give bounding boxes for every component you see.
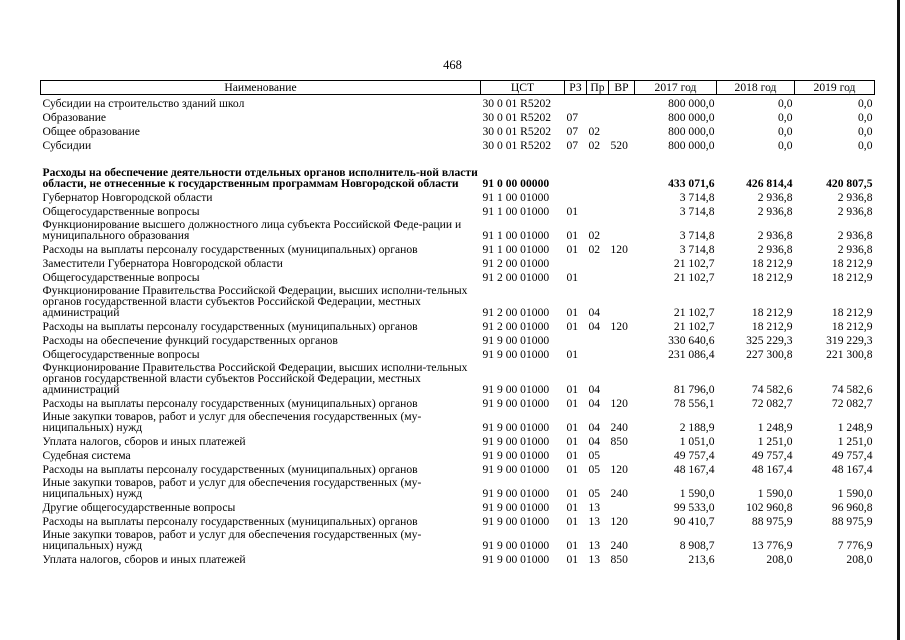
row-2018: 426 814,4 (746, 177, 793, 190)
table-row (41, 395, 875, 409)
row-pr: 02 (588, 125, 601, 138)
row-2017: 800 000,0 (668, 111, 715, 124)
row-2017: 3 714,8 (679, 229, 715, 242)
table-row (41, 203, 875, 217)
row-vr (609, 203, 635, 217)
row-2017: 78 556,1 (673, 397, 715, 410)
row-rz: 01 (566, 487, 579, 500)
table-row (41, 527, 875, 551)
row-vr (609, 95, 635, 110)
table-row (41, 137, 875, 151)
column-header-pr: Пр (587, 81, 609, 95)
row-2019: 0,0 (858, 111, 873, 124)
row-2019: 0,0 (858, 139, 873, 152)
row-rz (565, 255, 587, 269)
row-2017: 21 102,7 (673, 320, 715, 333)
row-name: Расходы на выплаты персоналу государственных (муниципальных) органов (42, 243, 418, 256)
row-2017: 90 410,7 (673, 515, 715, 528)
column-header-2017: 2017 год (635, 81, 717, 95)
row-vr: 240 (610, 487, 628, 500)
row-rz: 01 (566, 306, 579, 319)
row-vr (609, 255, 635, 269)
row-vr (609, 189, 635, 203)
row-name: Заместители Губернатора Новгородской области (42, 257, 283, 270)
row-2018: 102 960,8 (746, 501, 793, 514)
row-rz (565, 151, 587, 189)
row-2018: 2 936,8 (757, 243, 793, 256)
row-vr: 120 (610, 463, 628, 476)
row-2019: 96 960,8 (831, 501, 873, 514)
row-2019: 49 757,4 (831, 449, 873, 462)
row-pr (587, 109, 609, 123)
row-name: Другие общегосударственные вопросы (42, 501, 236, 514)
row-cst: 91 9 00 01000 (482, 515, 550, 528)
row-2019: 2 936,8 (837, 191, 873, 204)
row-rz: 01 (566, 501, 579, 514)
row-rz: 01 (566, 515, 579, 528)
table-row (41, 513, 875, 527)
table-row (41, 109, 875, 123)
row-name: Функционирование Правительства Российской Федерации, высших исполни-тельных органов государственной власти субъектов Российской Федерации, местных администраций (42, 361, 468, 396)
row-2017: 231 086,4 (668, 348, 715, 361)
row-name: Уплата налогов, сборов и иных платежей (42, 553, 246, 566)
column-header-2018: 2018 год (717, 81, 795, 95)
row-2019: 18 212,9 (831, 306, 873, 319)
row-rz: 01 (566, 463, 579, 476)
row-2019: 72 082,7 (831, 397, 873, 410)
row-2019: 221 300,8 (826, 348, 873, 361)
column-header-cst: ЦСТ (481, 81, 565, 95)
row-rz: 01 (566, 449, 579, 462)
row-2018: 325 229,3 (746, 334, 793, 347)
row-2017: 99 533,0 (673, 501, 715, 514)
row-cst: 91 9 00 01000 (482, 501, 550, 514)
row-cst: 91 1 00 01000 (482, 205, 550, 218)
row-pr: 13 (588, 553, 601, 566)
row-name: Расходы на выплаты персоналу государственных (муниципальных) органов (42, 397, 418, 410)
row-name: Расходы на выплаты персоналу государственных (муниципальных) органов (42, 515, 418, 528)
row-pr (587, 151, 609, 189)
row-vr: 240 (610, 421, 628, 434)
row-rz: 01 (566, 421, 579, 434)
column-header-vr: ВР (609, 81, 635, 95)
row-pr: 04 (588, 435, 601, 448)
row-cst: 30 0 01 R5202 (482, 125, 552, 138)
row-2019: 1 248,9 (837, 421, 873, 434)
row-2017: 1 590,0 (679, 487, 715, 500)
row-rz: 01 (566, 205, 579, 218)
table-row (41, 269, 875, 283)
row-2019: 7 776,9 (837, 539, 873, 552)
row-cst: 91 9 00 01000 (482, 435, 550, 448)
row-name: Иные закупки товаров, работ и услуг для обеспечения государственных (му-ниципальных) нужд (42, 476, 422, 500)
table-row (41, 123, 875, 137)
row-cst: 91 9 00 01000 (482, 487, 550, 500)
row-2019: 1 590,0 (837, 487, 873, 500)
row-pr: 13 (588, 501, 601, 514)
row-cst: 91 9 00 01000 (482, 334, 550, 347)
row-pr: 02 (588, 139, 601, 152)
table-row-section (41, 151, 875, 189)
row-2018: 18 212,9 (751, 306, 793, 319)
row-vr (609, 332, 635, 346)
row-cst: 91 9 00 01000 (482, 463, 550, 476)
row-name: Расходы на выплаты персоналу государственных (муниципальных) органов (42, 463, 418, 476)
row-vr: 850 (610, 553, 628, 566)
row-2017: 81 796,0 (673, 383, 715, 396)
row-2019: 0,0 (858, 97, 873, 110)
row-2019: 74 582,6 (831, 383, 873, 396)
row-2018: 48 167,4 (751, 463, 793, 476)
row-vr (609, 217, 635, 241)
row-vr: 850 (610, 435, 628, 448)
row-vr (609, 151, 635, 189)
row-cst: 30 0 01 R5202 (482, 111, 552, 124)
row-rz: 01 (566, 243, 579, 256)
row-2017: 213,6 (688, 553, 715, 566)
row-2018: 49 757,4 (751, 449, 793, 462)
row-pr: 04 (588, 383, 601, 396)
row-cst: 91 2 00 01000 (482, 306, 550, 319)
row-2017: 21 102,7 (673, 271, 715, 284)
row-2018: 74 582,6 (751, 383, 793, 396)
column-header-rz: РЗ (565, 81, 587, 95)
row-2018: 1 590,0 (757, 487, 793, 500)
column-header-name: Наименование (41, 81, 481, 95)
row-rz (565, 332, 587, 346)
row-2019: 420 807,5 (826, 177, 873, 190)
column-header-2019: 2019 год (795, 81, 875, 95)
row-cst: 91 9 00 01000 (482, 421, 550, 434)
row-name: Общее образование (42, 125, 140, 138)
row-2017: 48 167,4 (673, 463, 715, 476)
row-2018: 72 082,7 (751, 397, 793, 410)
row-2018: 13 776,9 (751, 539, 793, 552)
row-cst: 91 1 00 01000 (482, 229, 550, 242)
table-row (41, 241, 875, 255)
row-2019: 2 936,8 (837, 205, 873, 218)
row-name: Общегосударственные вопросы (42, 205, 200, 218)
row-rz (565, 189, 587, 203)
row-name: Функционирование Правительства Российской Федерации, высших исполни-тельных органов государственной власти субъектов Российской Федерации, местных администраций (42, 284, 468, 319)
row-2017: 49 757,4 (673, 449, 715, 462)
row-rz: 01 (566, 539, 579, 552)
row-vr (609, 283, 635, 318)
row-rz: 07 (566, 111, 579, 124)
row-2018: 208,0 (766, 553, 793, 566)
row-cst: 91 0 00 00000 (482, 177, 550, 190)
table-row (41, 551, 875, 565)
table-header-row (41, 81, 875, 95)
row-2018: 0,0 (778, 111, 793, 124)
row-2018: 2 936,8 (757, 229, 793, 242)
row-pr: 04 (588, 397, 601, 410)
row-2019: 0,0 (858, 125, 873, 138)
row-2018: 0,0 (778, 125, 793, 138)
row-pr: 04 (588, 320, 601, 333)
row-name: Субсидии (42, 139, 92, 152)
table-row (41, 433, 875, 447)
row-vr (609, 499, 635, 513)
row-rz: 01 (566, 271, 579, 284)
row-name: Расходы на обеспечение деятельности отдельных органов исполнитель-ной власти области, не отнесенные к государственным программам Новгородской области (42, 166, 478, 190)
row-pr: 05 (588, 463, 601, 476)
row-2018: 18 212,9 (751, 257, 793, 270)
table-row (41, 255, 875, 269)
row-2018: 227 300,8 (746, 348, 793, 361)
row-rz: 07 (566, 125, 579, 138)
row-name: Расходы на выплаты персоналу государственных (муниципальных) органов (42, 320, 418, 333)
row-2017: 2 188,9 (679, 421, 715, 434)
row-2018: 2 936,8 (757, 205, 793, 218)
row-cst: 91 1 00 01000 (482, 243, 550, 256)
row-cst: 30 0 01 R5202 (482, 139, 552, 152)
row-2017: 3 714,8 (679, 243, 715, 256)
table-row (41, 283, 875, 318)
row-pr (587, 255, 609, 269)
row-2019: 18 212,9 (831, 271, 873, 284)
row-cst: 91 1 00 01000 (482, 191, 550, 204)
row-2019: 2 936,8 (837, 229, 873, 242)
row-cst: 91 9 00 01000 (482, 348, 550, 361)
row-pr: 13 (588, 515, 601, 528)
table-row (41, 461, 875, 475)
row-vr (609, 123, 635, 137)
row-vr (609, 346, 635, 360)
row-name: Общегосударственные вопросы (42, 271, 200, 284)
row-cst: 91 9 00 01000 (482, 553, 550, 566)
table-row (41, 475, 875, 499)
row-pr (587, 189, 609, 203)
row-vr: 120 (610, 515, 628, 528)
row-name: Функционирование высшего должностного лица субъекта Российской Феде-рации и муниципального образования (42, 218, 462, 242)
row-2019: 48 167,4 (831, 463, 873, 476)
row-cst: 91 2 00 01000 (482, 320, 550, 333)
row-rz (565, 95, 587, 110)
row-cst: 91 9 00 01000 (482, 383, 550, 396)
row-2017: 1 051,0 (679, 435, 715, 448)
row-cst: 91 2 00 01000 (482, 257, 550, 270)
row-2018: 2 936,8 (757, 191, 793, 204)
page-number: 468 (443, 58, 462, 72)
row-vr: 120 (610, 243, 628, 256)
row-pr: 05 (588, 449, 601, 462)
row-pr (587, 346, 609, 360)
row-rz: 01 (566, 397, 579, 410)
row-rz: 01 (566, 383, 579, 396)
row-name: Общегосударственные вопросы (42, 348, 200, 361)
row-name: Иные закупки товаров, работ и услуг для обеспечения государственных (му-ниципальных) нужд (42, 528, 422, 552)
row-pr (587, 332, 609, 346)
row-pr: 04 (588, 421, 601, 434)
row-pr (587, 95, 609, 110)
row-2019: 319 229,3 (826, 334, 873, 347)
table-row (41, 95, 875, 110)
row-2017: 3 714,8 (679, 191, 715, 204)
row-pr: 02 (588, 243, 601, 256)
row-vr (609, 269, 635, 283)
table-row (41, 447, 875, 461)
row-2017: 800 000,0 (668, 97, 715, 110)
row-cst: 91 9 00 01000 (482, 539, 550, 552)
row-rz: 01 (566, 435, 579, 448)
row-2019: 2 936,8 (837, 243, 873, 256)
row-rz: 01 (566, 348, 579, 361)
row-2019: 1 251,0 (837, 435, 873, 448)
table-row (41, 346, 875, 360)
table-row (41, 332, 875, 346)
row-2017: 21 102,7 (673, 257, 715, 270)
page-edge-line (897, 0, 900, 640)
row-vr: 120 (610, 320, 628, 333)
row-pr: 02 (588, 229, 601, 242)
table-row (41, 499, 875, 513)
row-name: Судебная система (42, 449, 131, 462)
row-name: Субсидии на строительство зданий школ (42, 97, 245, 110)
row-vr (609, 109, 635, 123)
row-2019: 18 212,9 (831, 320, 873, 333)
table-row (41, 217, 875, 241)
row-pr: 05 (588, 487, 601, 500)
row-vr (609, 447, 635, 461)
row-name: Губернатор Новгородской области (42, 191, 213, 204)
row-name: Расходы на обеспечение функций государственных органов (42, 334, 338, 347)
row-rz: 07 (566, 139, 579, 152)
row-pr: 04 (588, 306, 601, 319)
row-name: Образование (42, 111, 107, 124)
row-2017: 800 000,0 (668, 125, 715, 138)
table-row (41, 318, 875, 332)
row-cst: 91 2 00 01000 (482, 271, 550, 284)
row-name: Уплата налогов, сборов и иных платежей (42, 435, 246, 448)
row-rz: 01 (566, 320, 579, 333)
row-2017: 433 071,6 (668, 177, 715, 190)
row-2017: 800 000,0 (668, 139, 715, 152)
row-2018: 0,0 (778, 139, 793, 152)
table-row (41, 409, 875, 433)
row-2018: 18 212,9 (751, 271, 793, 284)
row-vr: 520 (610, 139, 628, 152)
row-2018: 18 212,9 (751, 320, 793, 333)
row-2018: 1 248,9 (757, 421, 793, 434)
row-pr (587, 269, 609, 283)
row-name: Иные закупки товаров, работ и услуг для обеспечения государственных (му-ниципальных) нужд (42, 410, 422, 434)
row-2019: 88 975,9 (831, 515, 873, 528)
row-2018: 1 251,0 (757, 435, 793, 448)
row-2019: 208,0 (846, 553, 873, 566)
row-cst: 91 9 00 01000 (482, 449, 550, 462)
row-2017: 8 908,7 (679, 539, 715, 552)
row-vr: 120 (610, 397, 628, 410)
budget-table (40, 80, 875, 565)
row-2018: 0,0 (778, 97, 793, 110)
row-rz: 01 (566, 553, 579, 566)
row-pr (587, 203, 609, 217)
row-cst: 30 0 01 R5202 (482, 97, 552, 110)
row-2017: 3 714,8 (679, 205, 715, 218)
row-2017: 21 102,7 (673, 306, 715, 319)
table-row (41, 189, 875, 203)
row-2019: 18 212,9 (831, 257, 873, 270)
row-2017: 330 640,6 (668, 334, 715, 347)
row-vr: 240 (610, 539, 628, 552)
row-rz: 01 (566, 229, 579, 242)
row-vr (609, 360, 635, 395)
row-pr: 13 (588, 539, 601, 552)
table-row (41, 360, 875, 395)
row-2018: 88 975,9 (751, 515, 793, 528)
row-cst: 91 9 00 01000 (482, 397, 550, 410)
